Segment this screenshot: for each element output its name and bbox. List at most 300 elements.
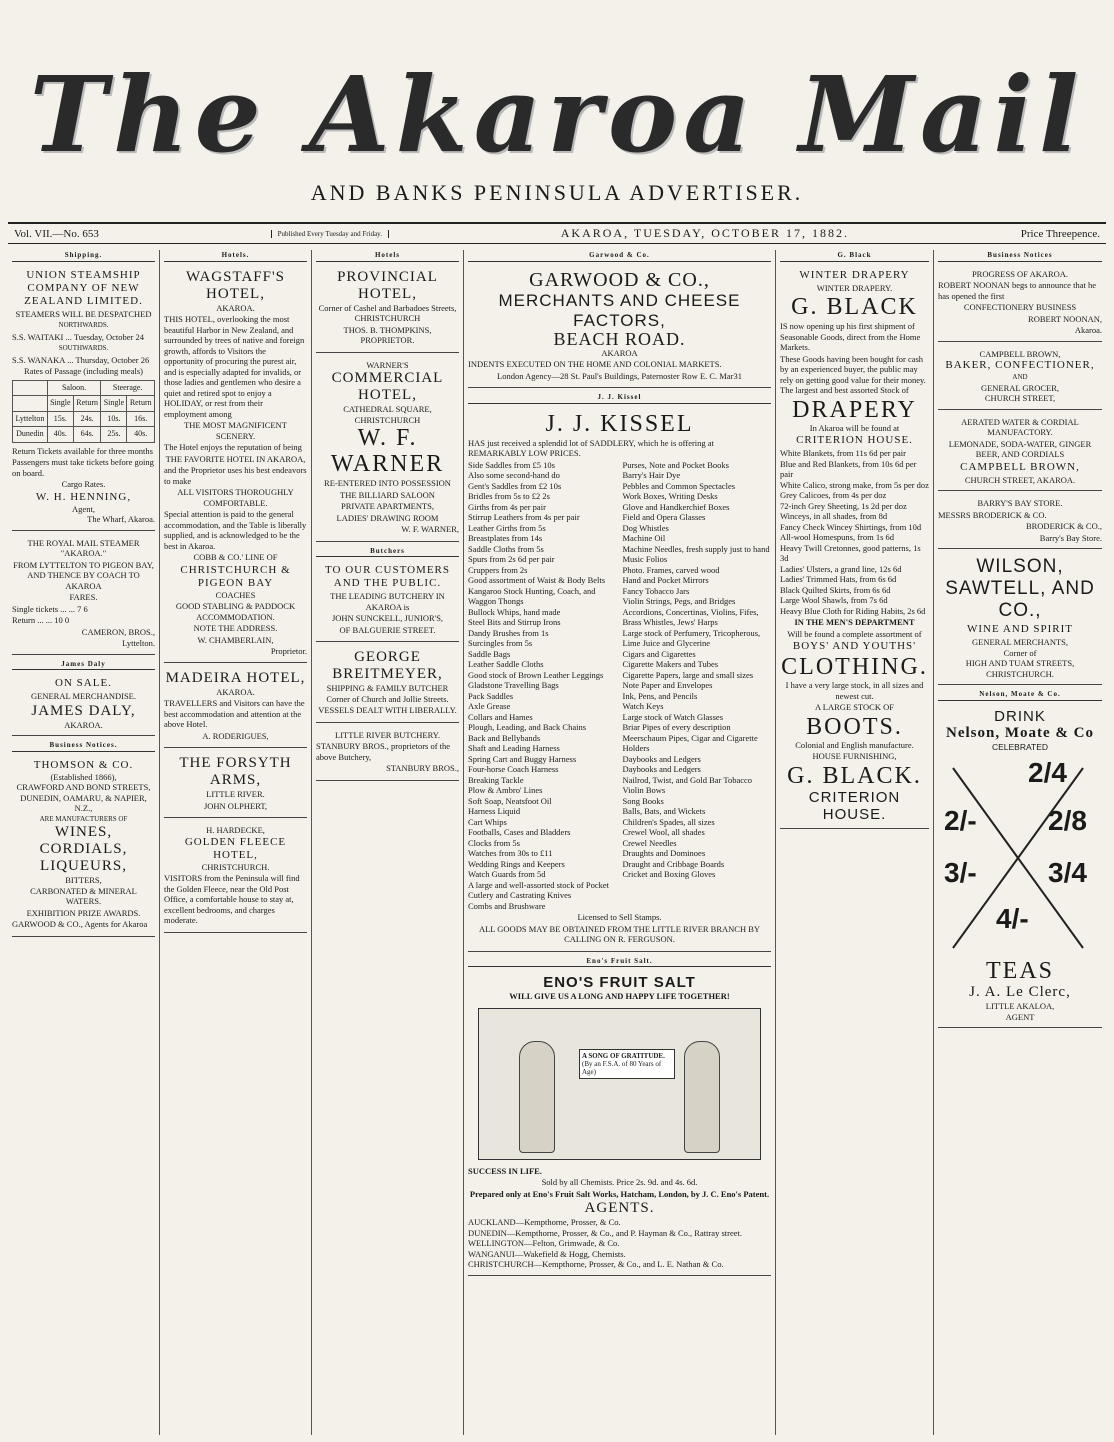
- list-item: Violin Strings, Pegs, and Bridges: [622, 596, 736, 606]
- list-item: Spring Cart and Buggy Harness: [468, 753, 577, 764]
- ad-title: UNION STEAMSHIP COMPANY OF NEW ZEALAND LIMITED.: [24, 268, 143, 307]
- list-item: Bridles from 5s to £2 2s: [468, 491, 550, 501]
- ad-signature: CAMERON, BROS.,: [81, 626, 155, 637]
- publication-schedule: Published Every Tuesday and Friday.: [271, 230, 389, 238]
- ad-line: (Established 1866),: [50, 771, 117, 782]
- song-scroll: [579, 1049, 675, 1079]
- section-header: Eno's Fruit Salt.: [468, 956, 771, 968]
- ad-title: WAGSTAFF'S HOTEL,: [185, 268, 286, 302]
- section-header: J. J. Kissel: [468, 392, 771, 404]
- table-cell: 10s.: [101, 411, 127, 427]
- ad-title: CAMPBELL BROWN,: [979, 348, 1061, 359]
- ad-line: CHRISTCHURCH—Kempthorne, Prosser, & Co., and L. E. Nathan & Co.: [468, 1259, 724, 1269]
- newspaper-title: The Akaroa Mail: [29, 53, 1085, 176]
- table-cell: Lyttelton: [13, 411, 48, 427]
- ad-title: THE ROYAL MAIL STEAMER "AKAROA.": [27, 537, 140, 558]
- list-item: Violin Bows: [622, 785, 666, 795]
- ad-title: W. F. WARNER: [330, 425, 445, 477]
- ad-line: Passengers must take tickets before going on board.: [12, 457, 154, 478]
- little-river-butchery-ad: [316, 727, 459, 781]
- ad-line: London Agency—28 St. Paul's Buildings, Paternoster Row E. C. Mar31: [497, 370, 742, 381]
- ad-line: WELLINGTON—Felton, Grimwade, & Co.: [468, 1238, 620, 1248]
- ad-title: WINTER DRAPERY: [799, 268, 910, 281]
- ad-line: Lyttelton.: [122, 638, 155, 648]
- list-item: Plough, Leading, and Back Chains: [468, 722, 587, 732]
- tea-prices: [938, 758, 1102, 958]
- list-item: Harness Liquid: [468, 806, 521, 816]
- ad-body: HAS just received a splendid lot of SADDLERY, which he is offering at REMARKABLY LOW PRICES.: [468, 437, 714, 458]
- ad-line: Barry's Bay Store.: [1039, 532, 1102, 543]
- list-item: Watches from 30s to £11: [468, 848, 553, 858]
- ad-line: SHIPPING & FAMILY BUTCHER: [326, 683, 449, 693]
- ad-title: ENO'S FRUIT SALT: [543, 974, 696, 991]
- ad-line: LITTLE RIVER.: [206, 789, 265, 799]
- list-item: Meerschaum Pipes, Cigar and Cigarette Holders: [622, 732, 758, 753]
- ad-title: GARWOOD & CO.,: [529, 268, 710, 291]
- tea-price: 2/4: [1028, 757, 1067, 788]
- ad-line: AGENT: [1005, 1011, 1035, 1022]
- dateline: [8, 222, 1106, 244]
- ad-line: Prepared only at Eno's Fruit Salt Works, Hatcham, London, by J. C. Eno's Patent.: [469, 1188, 770, 1199]
- ad-signature: A. RODERIGUES,: [202, 730, 269, 741]
- ad-signature: W. F. WARNER,: [401, 524, 459, 534]
- ad-title: WILSON, SAWTELL, AND CO.,: [945, 556, 1095, 621]
- list-item: Purses, Note and Pocket Books: [622, 459, 729, 470]
- volume-number: Vol. VII.—No. 653: [14, 227, 99, 240]
- list-item: Also some second-hand do: [468, 470, 560, 480]
- ad-line: COBB & CO.' LINE OF: [193, 552, 278, 562]
- ad-line: Akaroa.: [1074, 325, 1102, 335]
- eno-ad: [468, 971, 771, 1276]
- list-item: Cigarette Makers and Tubes: [622, 659, 719, 669]
- garwood-ad: [468, 266, 771, 389]
- ad-line: HOUSE FURNISHING,: [812, 751, 897, 761]
- ad-line: Cargo Rates.: [61, 479, 106, 489]
- list-item: Heavy Blue Cloth for Riding Habits, 2s 6d: [780, 605, 926, 616]
- ad-line: THE FAVORITE HOTEL IN AKAROA,: [165, 453, 306, 464]
- ad-line: THE MOST MAGNIFICENT SCENERY.: [184, 420, 287, 441]
- list-item: Spurs from 2s 6d per pair: [468, 554, 555, 564]
- ad-line: Sold by all Chemists. Price 2s. 9d. and 4s. 6d.: [541, 1177, 698, 1187]
- table-cell: 64s.: [73, 427, 100, 443]
- list-item: Cigarette Papers, large and small sizes: [622, 669, 754, 680]
- ad-line: THOS. B. THOMPKINS, PROPRIETOR.: [343, 324, 432, 345]
- list-item: Cart Whips: [468, 816, 507, 827]
- list-item: Crewel Wool, all shades: [622, 827, 705, 837]
- ad-line: Corner of Cashel and Barbadoes Streets,: [318, 302, 457, 313]
- list-item: Girths from 4s per pair: [468, 501, 546, 512]
- list-item: Breastplates from 14s: [468, 533, 543, 543]
- ad-line: The Wharf, Akaroa.: [87, 514, 155, 524]
- list-item: Ladies' Trimmed Hats, from 6s 6d: [780, 574, 897, 584]
- ad-line: I have a very large stock, in all sizes and newest cut.: [785, 680, 924, 701]
- list-item: All-wool Homespuns, from 1s 6d: [780, 532, 895, 542]
- list-item: Large Wool Shawls, from 7s 6d: [780, 595, 888, 605]
- list-item: Surcingles from 5s: [468, 638, 533, 648]
- list-item: Shaft and Leading Harness: [468, 743, 560, 753]
- ad-line: CHRISTCHURCH: [354, 313, 421, 323]
- ad-line: A LARGE STOCK OF: [815, 702, 894, 712]
- scroll-title: A SONG OF GRATITUDE.: [582, 1051, 665, 1060]
- ad-line: Agent,: [72, 503, 95, 514]
- list-item: Large stock of Perfumery, Tricopherous, Lime Juice and Glycerine: [622, 627, 761, 648]
- list-item: Barry's Hair Dye: [622, 470, 681, 480]
- list-item: Note Paper and Envelopes: [622, 680, 713, 690]
- ad-title: J. J. KISSEL: [545, 410, 694, 437]
- ad-signature: W. H. HENNING,: [35, 490, 132, 503]
- ad-title: PROVINCIAL HOTEL,: [337, 268, 438, 302]
- list-item: Four-horse Coach Harness: [468, 764, 559, 774]
- column-hotels-1: [160, 250, 312, 1435]
- ad-title: LITTLE RIVER BUTCHERY.: [335, 729, 440, 740]
- golden-fleece-ad: [164, 822, 307, 933]
- ad-line: S.S. WANAKA ... Thursday, October 26: [12, 354, 150, 365]
- ad-line: GENERAL MERCHANTS,: [971, 637, 1069, 647]
- saddlery-list: [468, 460, 771, 912]
- ad-line: BAKER, CONFECTIONER,: [945, 359, 1095, 371]
- section-header: James Daly: [12, 659, 155, 671]
- royal-mail-steamer-ad: [12, 535, 155, 655]
- ad-line: AKAROA.: [216, 302, 255, 313]
- kissel-ad: [468, 408, 771, 952]
- ad-line: In Akaroa will be found at: [809, 422, 900, 433]
- column-hotels-2: [312, 250, 464, 1435]
- section-header: Business Notices: [938, 250, 1102, 262]
- list-item: Watch Guards from 5d: [468, 869, 546, 879]
- ad-title: MERCHANTS AND CHEESE FACTORS,: [498, 290, 741, 330]
- list-item: Saddle Bags: [468, 648, 511, 659]
- list-item: Pebbles and Common Spectacles: [622, 480, 736, 491]
- ad-title: DRAPERY: [792, 396, 917, 423]
- ad-line: ALL VISITORS THOROUGHLY COMFORTABLE.: [177, 487, 294, 508]
- ad-body: MESSRS BRODERICK & CO.: [938, 509, 1047, 520]
- list-item: Ladies' Ulsters, a grand line, 12s 6d: [780, 563, 902, 574]
- ad-body: ROBERT NOONAN begs to announce that he has opened the first: [938, 280, 1096, 301]
- list-item: Photo. Frames, carved wood: [622, 564, 720, 575]
- ad-title: TO OUR CUSTOMERS AND THE PUBLIC.: [324, 564, 450, 589]
- ad-body: STANBURY BROS., proprietors of the above Butchery,: [316, 741, 451, 762]
- ad-line: OF BALGUERIE STREET.: [339, 624, 436, 635]
- ad-line: CATHEDRAL SQUARE,: [343, 404, 432, 414]
- section-header: G. Black: [780, 250, 929, 262]
- column-g-black: [776, 250, 934, 1435]
- union-steamship-ad: [12, 266, 155, 531]
- ad-line: CARBONATED & MINERAL WATERS.: [30, 885, 137, 906]
- ad-body: TRAVELLERS and Visitors can have the best accommodation and attention at the above Hotel.: [164, 698, 305, 729]
- breitmeyer-ad: [316, 646, 459, 723]
- ad-signature: J. A. Le Clerc,: [969, 984, 1071, 1000]
- list-item: Footballs, Cases and Bladders: [468, 827, 571, 837]
- list-item: Glove and Handkerchief Boxes: [622, 501, 730, 512]
- list-item: Fancy Check Wincey Shirtings, from 10d: [780, 521, 922, 532]
- list-item: A large and well-assorted stock of Pocket Cutlery and Castrating Knives: [468, 879, 610, 900]
- ad-line: WILL GIVE US A LONG AND HAPPY LIFE TOGETHER!: [509, 991, 730, 1001]
- ad-title: G. BLACK: [791, 294, 918, 320]
- ad-line: BOYS' AND YOUTHS': [792, 640, 917, 652]
- ad-line: RE-ENTERED INTO POSSESSION: [324, 478, 451, 488]
- ad-line: AUCKLAND—Kempthorne, Prosser, & Co.: [468, 1217, 621, 1227]
- list-item: Grey Calicoes, from 4s per doz: [780, 490, 887, 500]
- wagstaffs-hotel-ad: [164, 266, 307, 663]
- list-item: Back and Bellybands: [468, 732, 541, 743]
- column-garwood-kissel-eno: [464, 250, 776, 1435]
- thomson-ad: [12, 756, 155, 937]
- ad-line: NOTE THE ADDRESS.: [193, 623, 278, 633]
- table-cell: Steerage.: [101, 380, 155, 396]
- list-item: Steel Bits and Stirrup Irons: [468, 617, 561, 627]
- ad-line: JOHN SUNCKELL, JUNIOR'S,: [331, 613, 444, 623]
- ad-body: IS now opening up his first shipment of Seasonable Goods, direct from the Home Markets.: [780, 321, 921, 352]
- list-item: Blue and Red Blankets, from 10s 6d per pair: [780, 458, 917, 479]
- list-item: Leather Girths from 5s: [468, 522, 546, 533]
- engraving-illustration: [478, 1008, 761, 1160]
- ad-line: LEMONADE, SODA-WATER, GINGER BEER, AND CORDIALS: [948, 438, 1092, 459]
- ad-line: STEAMERS WILL BE DESPATCHED: [15, 308, 152, 319]
- sunckell-butchery-ad: [316, 561, 459, 642]
- saddlery-list-left: [468, 460, 617, 912]
- table-cell: Dunedin: [13, 427, 48, 443]
- ad-body: Special attention is paid to the general accommodation, and the Table is liberally supplied, and is acknowledged to be the best in Akaroa.: [164, 509, 307, 551]
- list-item: Pack Saddles: [468, 690, 514, 701]
- ad-title: GEORGE BREITMEYER,: [332, 649, 443, 682]
- column-shipping: [8, 250, 160, 1435]
- ad-title: PROGRESS OF AKAROA.: [971, 268, 1069, 279]
- table-cell: Saloon.: [47, 380, 101, 396]
- list-item: Song Books: [622, 795, 664, 806]
- issue-date: AKAROA, TUESDAY, OCTOBER 17, 1882.: [560, 226, 850, 240]
- table-cell: [13, 396, 48, 412]
- ad-body: and the Proprietor uses his best endeavors to make: [164, 465, 307, 486]
- ad-line: CHRISTCHURCH.: [986, 668, 1054, 679]
- figure-man: [684, 1041, 720, 1153]
- list-item: Winceys, in all shades, from 8d: [780, 511, 888, 521]
- ad-line: WINTER DRAPERY.: [816, 282, 893, 293]
- columns: [8, 250, 1106, 1435]
- ad-signature: JAMES DALY,: [31, 702, 136, 719]
- ad-title: BARRY'S BAY STORE.: [977, 498, 1063, 508]
- section-header: Hotels.: [164, 250, 307, 262]
- ad-body: VISITORS from the Peninsula will find the Golden Fleece, near the Old Post Office, a comfortable house to stay at, excellent bedrooms, and charges moderate.: [164, 873, 300, 925]
- ad-line: PRIVATE APARTMENTS,: [340, 501, 434, 511]
- ad-signature: JOHN OLPHERT,: [203, 800, 268, 811]
- list-item: Breaking Tackle: [468, 774, 524, 785]
- ad-line: GARWOOD & CO., Agents for Akaroa: [12, 919, 148, 929]
- ad-line: FARES.: [69, 592, 98, 602]
- ad-line: NORTHWARDS.: [58, 321, 109, 329]
- forsyth-arms-ad: [164, 752, 307, 818]
- ad-line: Will be found a complete assortment of: [787, 628, 922, 639]
- ad-line: GENERAL MERCHANDISE.: [31, 691, 136, 701]
- ad-line: AND: [1012, 373, 1028, 381]
- tea-price: 2/-: [944, 805, 977, 836]
- ad-line: COACHES: [215, 589, 256, 600]
- ad-title: BOOTS.: [806, 713, 903, 740]
- saddlery-list-right: [623, 460, 772, 912]
- ad-line: SOUTHWARDS.: [58, 344, 109, 352]
- table-cell: Single: [47, 396, 73, 412]
- tea-price: 3/-: [944, 857, 977, 888]
- ad-title: TEAS: [986, 958, 1054, 984]
- ad-line: Rates of Passage (including meals): [24, 366, 143, 376]
- ad-line: DRINK: [994, 707, 1046, 725]
- ad-line: Corner of: [1003, 647, 1037, 658]
- ad-line: CONFECTIONERY BUSINESS: [963, 302, 1077, 312]
- figure-woman: [519, 1041, 555, 1153]
- drapery-list: [780, 448, 929, 616]
- list-item: Black Quilted Skirts, from 6s 6d: [780, 584, 891, 595]
- list-item: Cricket and Boxing Gloves: [622, 869, 716, 879]
- list-item: White Blankets, from 11s 6d per pair: [780, 448, 906, 458]
- ad-line: HIGH AND TUAM STREETS,: [965, 658, 1075, 668]
- list-item: Gladstone Travelling Bags: [468, 680, 559, 690]
- list-item: White Calico, strong make, from 5s per doz: [780, 479, 929, 490]
- ad-line: SUCCESS IN LIFE.: [468, 1165, 542, 1176]
- ad-line: THE BILLIARD SALOON: [340, 489, 435, 500]
- list-item: Machine Needles, fresh supply just to hand: [622, 543, 770, 554]
- tea-price: 4/-: [996, 903, 1029, 934]
- table-cell: Return: [73, 396, 100, 412]
- section-header: Shipping.: [12, 250, 155, 262]
- table-cell: 40s.: [127, 427, 155, 443]
- ad-line: CELEBRATED: [991, 741, 1049, 752]
- ad-line: AKAROA.: [216, 686, 255, 697]
- ad-title: ON SALE.: [55, 677, 112, 689]
- table-cell: 16s.: [127, 411, 155, 427]
- ad-signature: BRODERICK & CO.,: [1025, 521, 1102, 531]
- section-header: Hotels: [316, 250, 459, 262]
- ad-line: WINE AND SPIRIT: [966, 623, 1074, 635]
- ad-line: VESSELS DEALT WITH LIBERALLY.: [318, 705, 457, 715]
- list-item: Nailrod, Twist, and Gold Bar Tobacco: [622, 774, 753, 785]
- warners-hotel-ad: [316, 357, 459, 542]
- ad-line: Corner of Church and Jollie Streets.: [326, 693, 449, 704]
- list-item: Music Folios: [622, 554, 668, 564]
- table-cell: Return: [127, 396, 155, 412]
- price: Price Threepence.: [1020, 227, 1100, 240]
- tea-price: 3/4: [1048, 857, 1087, 888]
- list-item: Wedding Rings and Keepers: [468, 858, 565, 869]
- ad-line: Return ... ... 10 0: [12, 615, 70, 625]
- ad-line: GENERAL GROCER,: [980, 382, 1060, 393]
- ad-line: WINES, CORDIALS, LIQUEURS,: [39, 824, 128, 874]
- ad-title: THOMSON & CO.: [33, 758, 134, 771]
- ad-title: AERATED WATER & CORDIAL MANUFACTORY.: [961, 416, 1079, 437]
- ad-line: THE LEADING BUTCHERY IN AKAROA is: [330, 591, 445, 612]
- ad-line: DUNEDIN—Kempthorne, Prosser, & Co., and P. Hayman & Co., Rattray street.: [468, 1227, 742, 1238]
- section-header: Garwood & Co.: [468, 250, 771, 262]
- ad-line: BEACH ROAD.: [553, 328, 686, 349]
- barrys-bay-ad: [938, 495, 1102, 549]
- list-item: Kangaroo Stock Hunting, Coach, and Waggon Thongs: [468, 585, 596, 606]
- scroll-subtitle: (By an F.S.A. of 80 Years of Age): [582, 1059, 662, 1076]
- ad-title: THE FORSYTH ARMS,: [179, 755, 292, 788]
- table-cell: 15s.: [47, 411, 73, 427]
- ad-line: INDENTS EXECUTED ON THE HOME AND COLONIAL MARKETS.: [468, 359, 722, 369]
- table-cell: [13, 380, 48, 396]
- ad-line: CRAWFORD AND BOND STREETS, DUNEDIN, OAMARU, & NAPIER, N.Z.,: [16, 782, 151, 813]
- ad-line: ARE MANUFACTURERS OF: [39, 814, 128, 823]
- list-item: Crewel Needles: [622, 837, 677, 848]
- ad-signature: STANBURY BROS.,: [386, 763, 459, 773]
- list-item: Leather Saddle Cloths: [468, 659, 544, 669]
- ad-signature: CAMPBELL BROWN,: [960, 460, 1080, 473]
- list-item: Heavy Twill Cretonnes, good patterns, 1s 3d: [780, 542, 921, 563]
- ad-line: CHURCH STREET,: [984, 393, 1056, 403]
- ad-line: IN THE MEN'S DEPARTMENT: [794, 617, 915, 627]
- james-daly-ad: [12, 674, 155, 736]
- ad-signature: ROBERT NOONAN,: [1028, 313, 1102, 324]
- list-item: Dog Whistles: [622, 522, 669, 533]
- noonan-ad: [938, 266, 1102, 342]
- list-item: Fancy Tobacco Jars: [622, 585, 690, 596]
- list-item: Side Saddles from £5 10s: [468, 459, 555, 470]
- list-item: Hand and Pocket Mirrors: [622, 575, 709, 585]
- table-cell: 25s.: [101, 427, 127, 443]
- list-item: Daybooks and Ledgers: [622, 753, 701, 764]
- list-item: Daybooks and Ledgers: [622, 764, 701, 774]
- section-header: Business Notices.: [12, 740, 155, 752]
- ad-line: CHURCH STREET, AKAROA.: [964, 474, 1076, 485]
- ad-signature: CRITERION HOUSE.: [808, 788, 901, 823]
- ad-line: CRITERION HOUSE.: [796, 434, 913, 446]
- masthead: [0, 53, 1114, 206]
- g-black-ad: [780, 266, 929, 829]
- section-header: Nelson, Moate & Co.: [938, 689, 1102, 701]
- list-item: Collars and Hames: [468, 711, 533, 722]
- ad-line: S.S. WAITAKI ... Tuesday, October 24: [12, 331, 145, 342]
- ad-title: GOLDEN FLEECE HOTEL,: [184, 835, 287, 861]
- ad-title: MADEIRA HOTEL,: [165, 669, 306, 686]
- list-item: Accordions, Concertinas, Violins, Fifes, Brass Whistles, Jews' Harps: [622, 606, 759, 627]
- nelson-moate-tea-ad: [938, 705, 1102, 1029]
- tea-price: 2/8: [1048, 805, 1087, 836]
- ad-line: Colonial and English manufacture.: [795, 739, 914, 750]
- provincial-hotel-ad: [316, 266, 459, 353]
- list-item: 72-inch Grey Sheeting, 1s 2d per doz: [780, 500, 907, 511]
- list-item: Children's Spades, all sizes: [622, 816, 715, 827]
- list-item: Stirrup Leathers from 4s per pair: [468, 512, 580, 522]
- ad-signature: W. CHAMBERLAIN,: [197, 634, 274, 645]
- ad-line: BITTERS,: [65, 875, 102, 885]
- list-item: Bullock Whips, hand made: [468, 606, 561, 617]
- ad-signature: G. BLACK.: [787, 762, 922, 789]
- list-item: Balls, Bats, and Wickets: [622, 806, 706, 816]
- ad-line: H. HARDECKE,: [206, 825, 265, 835]
- list-item: Cruppers from 2s: [468, 564, 528, 575]
- campbell-brown-ad: [938, 346, 1102, 410]
- ad-line: LADIES' DRAWING ROOM: [336, 512, 439, 523]
- ad-title: CLOTHING.: [781, 654, 928, 680]
- list-item: Machine Oil: [622, 533, 666, 543]
- list-item: Soft Soap, Neatsfoot Oil: [468, 795, 552, 806]
- list-item: Good assortment of Waist & Body Belts: [468, 575, 606, 585]
- ad-line: Single tickets ... ... 7 6: [12, 603, 88, 614]
- ad-line: AKAROA.: [64, 719, 103, 730]
- ad-line: CHRISTCHURCH & PIGEON BAY: [180, 563, 291, 589]
- table-cell: 24s.: [73, 411, 100, 427]
- fares-table: [12, 380, 155, 443]
- ad-title: Nelson, Moate & Co: [946, 724, 1094, 741]
- list-item: Combs and Brushware: [468, 900, 546, 911]
- aerated-water-ad: [938, 414, 1102, 492]
- section-header: Butchers: [316, 546, 459, 558]
- ad-line: GOOD STABLING & PADDOCK ACCOMMODATION.: [175, 601, 296, 622]
- ad-body: The Hotel enjoys the reputation of being: [164, 442, 302, 452]
- list-item: Clocks from 5s: [468, 837, 520, 848]
- list-item: Good stock of Brown Leather Leggings: [468, 669, 604, 680]
- ad-line: ALL GOODS MAY BE OBTAINED FROM THE LITTLE RIVER BRANCH BY CALLING ON R. FERGUSON.: [478, 923, 761, 944]
- list-item: Axle Grease: [468, 701, 511, 711]
